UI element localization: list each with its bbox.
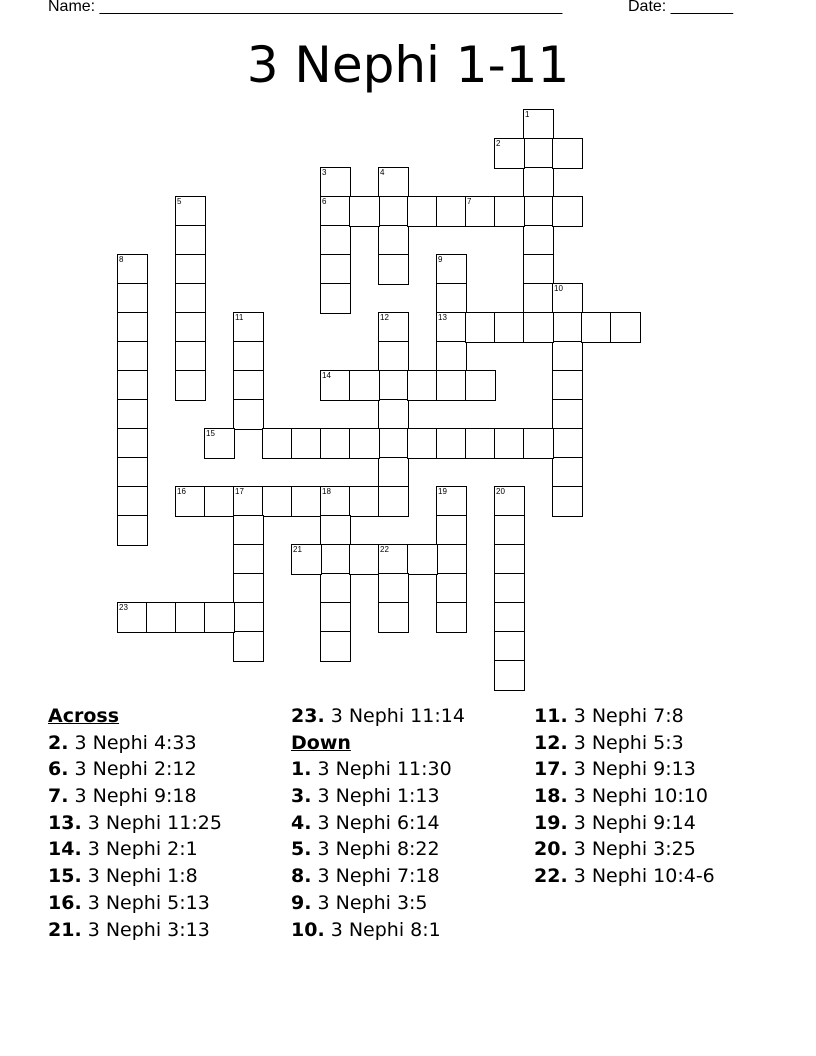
grid-cell[interactable]	[320, 428, 351, 459]
grid-cell[interactable]	[494, 196, 525, 227]
clue-number-label: 5	[177, 197, 182, 206]
grid-cell[interactable]	[581, 312, 612, 343]
grid-cell[interactable]	[175, 254, 206, 285]
clue-item-number: 9.	[291, 891, 312, 914]
grid-cell[interactable]	[320, 254, 351, 285]
grid-cell[interactable]	[117, 602, 148, 633]
clue-item	[534, 756, 715, 783]
grid-cell[interactable]	[436, 283, 467, 314]
grid-cell[interactable]	[320, 515, 351, 546]
clue-item-text: 3 Nephi 8:22	[311, 838, 440, 861]
grid-cell[interactable]	[494, 486, 525, 517]
grid-cell[interactable]	[552, 486, 583, 517]
grid-cell[interactable]	[117, 486, 148, 517]
grid-cell[interactable]	[349, 370, 380, 401]
grid-cell[interactable]	[117, 312, 148, 343]
clue-item-number: 19.	[534, 811, 568, 834]
grid-cell[interactable]	[407, 544, 438, 575]
grid-cell[interactable]	[436, 515, 467, 546]
grid-cell[interactable]	[233, 631, 264, 662]
grid-cell[interactable]	[320, 602, 351, 633]
clue-number-label: 21	[293, 545, 302, 554]
grid-cell[interactable]	[320, 167, 351, 198]
clue-item	[534, 863, 715, 890]
clue-number-label: 13	[438, 313, 447, 322]
clue-item-text: 3 Nephi 3:25	[567, 838, 696, 861]
clue-item	[291, 810, 465, 837]
clue-item-text: 3 Nephi 10:4-6	[567, 865, 715, 888]
clue-item	[48, 836, 222, 863]
clue-number-label: 7	[467, 197, 472, 206]
clue-item-text: 3 Nephi 9:13	[567, 758, 696, 781]
clue-item-text: 3 Nephi 5:3	[567, 731, 684, 754]
grid-cell[interactable]	[233, 486, 264, 517]
grid-cell[interactable]	[320, 573, 351, 604]
clue-number-label: 2	[496, 139, 501, 148]
grid-cell[interactable]	[494, 573, 525, 604]
grid-cell[interactable]	[117, 254, 148, 285]
clue-item-number: 7.	[48, 785, 69, 808]
clue-item-text: 3 Nephi 11:25	[81, 811, 222, 834]
clue-item	[48, 730, 222, 757]
clue-item-number: 11.	[534, 705, 568, 727]
grid-cell[interactable]	[117, 341, 148, 372]
grid-cell[interactable]	[291, 544, 322, 575]
grid-cell[interactable]	[262, 428, 293, 459]
grid-cell[interactable]	[320, 486, 351, 517]
grid-cell[interactable]	[117, 515, 148, 546]
clue-number-label: 15	[206, 429, 215, 438]
grid-cell[interactable]	[494, 312, 525, 343]
grid-cell[interactable]	[233, 312, 264, 343]
clue-number-label: 3	[322, 168, 327, 177]
clue-item-number: 5.	[291, 838, 312, 861]
grid-cell[interactable]	[523, 254, 554, 285]
grid-cell[interactable]	[552, 370, 583, 401]
grid-cell[interactable]	[233, 602, 264, 633]
grid-cell[interactable]	[320, 283, 351, 314]
clue-item	[291, 783, 465, 810]
clue-item-number: 3.	[291, 785, 312, 808]
grid-cell[interactable]	[117, 370, 148, 401]
clue-item	[48, 756, 222, 783]
grid-cell[interactable]	[291, 486, 322, 517]
grid-cell[interactable]	[552, 312, 583, 343]
grid-cell[interactable]	[291, 428, 322, 459]
clue-number-label: 12	[380, 313, 389, 322]
clue-number-label: 8	[119, 255, 124, 264]
grid-cell[interactable]	[349, 196, 380, 227]
grid-cell[interactable]	[552, 457, 583, 488]
clue-item	[291, 863, 465, 890]
grid-cell[interactable]	[175, 312, 206, 343]
clue-item-number: 18.	[534, 785, 568, 808]
grid-cell[interactable]	[320, 196, 351, 227]
clue-item-text: 3 Nephi 9:18	[68, 785, 197, 808]
clue-item	[48, 863, 222, 890]
clue-item-number: 10.	[291, 918, 325, 941]
grid-cell[interactable]	[175, 283, 206, 314]
grid-cell[interactable]	[552, 196, 583, 227]
clue-item	[48, 810, 222, 837]
clue-item-number: 16.	[48, 891, 82, 914]
grid-cell[interactable]	[378, 486, 409, 517]
grid-cell[interactable]	[552, 138, 583, 169]
grid-cell[interactable]	[233, 399, 264, 430]
clue-item	[534, 810, 715, 837]
grid-cell[interactable]	[523, 312, 554, 343]
grid-cell[interactable]	[407, 196, 438, 227]
grid-cell[interactable]	[175, 370, 206, 401]
grid-cell[interactable]	[117, 283, 148, 314]
clue-item	[48, 917, 222, 944]
clue-column-2	[291, 703, 465, 943]
grid-cell[interactable]	[146, 602, 177, 633]
grid-cell[interactable]	[378, 399, 409, 430]
clue-item	[534, 783, 715, 810]
grid-cell[interactable]	[349, 486, 380, 517]
clue-number-label: 18	[322, 487, 331, 496]
grid-cell[interactable]	[436, 544, 467, 575]
grid-cell[interactable]	[523, 167, 554, 198]
grid-cell[interactable]	[523, 196, 554, 227]
grid-cell[interactable]	[320, 631, 351, 662]
grid-cell[interactable]	[349, 428, 380, 459]
clue-item-text: 3 Nephi 6:14	[311, 811, 440, 834]
grid-cell[interactable]	[233, 573, 264, 604]
clue-item-text: 3 Nephi 5:13	[81, 891, 210, 914]
clue-item	[534, 836, 715, 863]
grid-cell[interactable]	[523, 428, 554, 459]
clue-item-number: 4.	[291, 811, 312, 834]
grid-cell[interactable]	[378, 254, 409, 285]
grid-cell[interactable]	[175, 341, 206, 372]
clue-item-text: 3 Nephi 2:12	[68, 758, 197, 781]
clue-item-number: 15.	[48, 865, 82, 888]
grid-cell[interactable]	[204, 602, 235, 633]
grid-cell[interactable]	[175, 225, 206, 256]
clue-number-label: 16	[177, 487, 186, 496]
clue-item	[291, 756, 465, 783]
clue-item-text: 3 Nephi 7:8	[567, 705, 684, 727]
grid-cell[interactable]	[494, 544, 525, 575]
grid-cell[interactable]	[494, 515, 525, 546]
clue-item	[291, 890, 465, 917]
grid-cell[interactable]	[436, 370, 467, 401]
grid-cell[interactable]	[523, 109, 554, 140]
grid-cell[interactable]	[436, 196, 467, 227]
clue-item-number: 13.	[48, 811, 82, 834]
grid-cell[interactable]	[523, 225, 554, 256]
grid-cell[interactable]	[436, 573, 467, 604]
grid-cell[interactable]	[378, 312, 409, 343]
grid-cell[interactable]	[378, 573, 409, 604]
grid-cell[interactable]	[494, 428, 525, 459]
grid-cell[interactable]	[436, 428, 467, 459]
grid-cell[interactable]	[233, 544, 264, 575]
clue-item-text: 3 Nephi 11:14	[324, 705, 465, 727]
grid-cell[interactable]	[436, 486, 467, 517]
grid-cell[interactable]	[378, 457, 409, 488]
clue-item	[534, 703, 715, 730]
grid-cell[interactable]	[349, 544, 380, 575]
grid-cell[interactable]	[523, 138, 554, 169]
grid-cell[interactable]	[117, 428, 148, 459]
grid-cell[interactable]	[465, 370, 496, 401]
grid-cell[interactable]	[436, 312, 467, 343]
clue-number-label: 20	[496, 487, 505, 496]
grid-cell[interactable]	[175, 486, 206, 517]
grid-cell[interactable]	[378, 167, 409, 198]
clue-item-text: 3 Nephi 2:1	[81, 838, 198, 861]
grid-cell[interactable]	[494, 138, 525, 169]
grid-cell[interactable]	[436, 602, 467, 633]
name-field-label: Name: ____________________________________________________	[48, 0, 563, 15]
grid-cell[interactable]	[436, 341, 467, 372]
clue-number-label: 6	[322, 197, 327, 206]
grid-cell[interactable]	[175, 196, 206, 227]
grid-cell[interactable]	[175, 602, 206, 633]
clue-number-label: 23	[119, 603, 128, 612]
grid-cell[interactable]	[378, 602, 409, 633]
grid-cell[interactable]	[552, 283, 583, 314]
grid-cell[interactable]	[465, 196, 496, 227]
grid-cell[interactable]	[465, 312, 496, 343]
grid-cell[interactable]	[204, 428, 235, 459]
clue-number-label: 1	[525, 110, 530, 119]
clue-item-number: 14.	[48, 838, 82, 861]
grid-cell[interactable]	[320, 370, 351, 401]
grid-cell[interactable]	[378, 341, 409, 372]
grid-cell[interactable]	[494, 602, 525, 633]
grid-cell[interactable]	[378, 196, 409, 227]
clue-item	[48, 890, 222, 917]
grid-cell[interactable]	[233, 370, 264, 401]
grid-cell[interactable]	[378, 370, 409, 401]
clue-item-number: 17.	[534, 758, 568, 781]
grid-cell[interactable]	[233, 341, 264, 372]
clue-item	[291, 836, 465, 863]
clue-number-label: 22	[380, 545, 389, 554]
clue-item-number: 1.	[291, 758, 312, 781]
grid-cell[interactable]	[610, 312, 641, 343]
clue-item-number: 12.	[534, 731, 568, 754]
clue-item-text: 3 Nephi 4:33	[68, 731, 197, 754]
grid-cell[interactable]	[378, 544, 409, 575]
clue-item-number: 20.	[534, 838, 568, 861]
page-title: 3 Nephi 1-11	[246, 36, 570, 94]
grid-cell[interactable]	[494, 660, 525, 691]
grid-cell[interactable]	[552, 341, 583, 372]
grid-cell[interactable]	[523, 283, 554, 314]
clue-column-1	[48, 703, 222, 943]
clue-item-text: 3 Nephi 1:13	[311, 785, 440, 808]
clue-section-heading: Down	[291, 731, 351, 754]
clue-item-number: 21.	[48, 918, 82, 941]
grid-cell[interactable]	[378, 225, 409, 256]
clue-item-text: 3 Nephi 7:18	[311, 865, 440, 888]
grid-cell[interactable]	[407, 370, 438, 401]
clue-number-label: 4	[380, 168, 385, 177]
grid-cell[interactable]	[552, 428, 583, 459]
grid-cell[interactable]	[378, 428, 409, 459]
clue-number-label: 9	[438, 255, 443, 264]
grid-cell[interactable]	[204, 486, 235, 517]
clue-column-3	[534, 703, 715, 890]
grid-cell[interactable]	[117, 399, 148, 430]
clue-item-text: 3 Nephi 10:10	[567, 785, 708, 808]
grid-cell[interactable]	[320, 225, 351, 256]
clue-item-text: 3 Nephi 3:13	[81, 918, 210, 941]
clue-item-number: 2.	[48, 731, 69, 754]
clue-item-text: 3 Nephi 1:8	[81, 865, 198, 888]
grid-cell[interactable]	[262, 486, 293, 517]
clue-item-text: 3 Nephi 3:5	[311, 891, 428, 914]
clue-section-heading: Across	[48, 705, 120, 727]
grid-cell[interactable]	[465, 428, 496, 459]
clue-number-label: 14	[322, 371, 331, 380]
clue-number-label: 10	[554, 284, 563, 293]
clue-item-number: 8.	[291, 865, 312, 888]
grid-cell[interactable]	[233, 515, 264, 546]
clue-item-number: 22.	[534, 865, 568, 888]
clue-number-label: 17	[235, 487, 244, 496]
clue-item	[48, 783, 222, 810]
clue-number-label: 11	[235, 313, 244, 322]
grid-cell[interactable]	[436, 254, 467, 285]
grid-cell[interactable]	[320, 544, 351, 575]
clue-number-label: 19	[438, 487, 447, 496]
clue-item-text: 3 Nephi 9:14	[567, 811, 696, 834]
grid-cell[interactable]	[494, 631, 525, 662]
clue-item	[291, 703, 465, 730]
clue-item-number: 6.	[48, 758, 69, 781]
clue-item	[534, 730, 715, 757]
clue-item-text: 3 Nephi 11:30	[311, 758, 452, 781]
clue-item	[291, 917, 465, 944]
date-field-label: Date: _______	[628, 0, 733, 15]
grid-cell[interactable]	[407, 428, 438, 459]
grid-cell[interactable]	[117, 457, 148, 488]
clue-item-number: 23.	[291, 705, 325, 727]
clue-item-text: 3 Nephi 8:1	[324, 918, 441, 941]
grid-cell[interactable]	[552, 399, 583, 430]
